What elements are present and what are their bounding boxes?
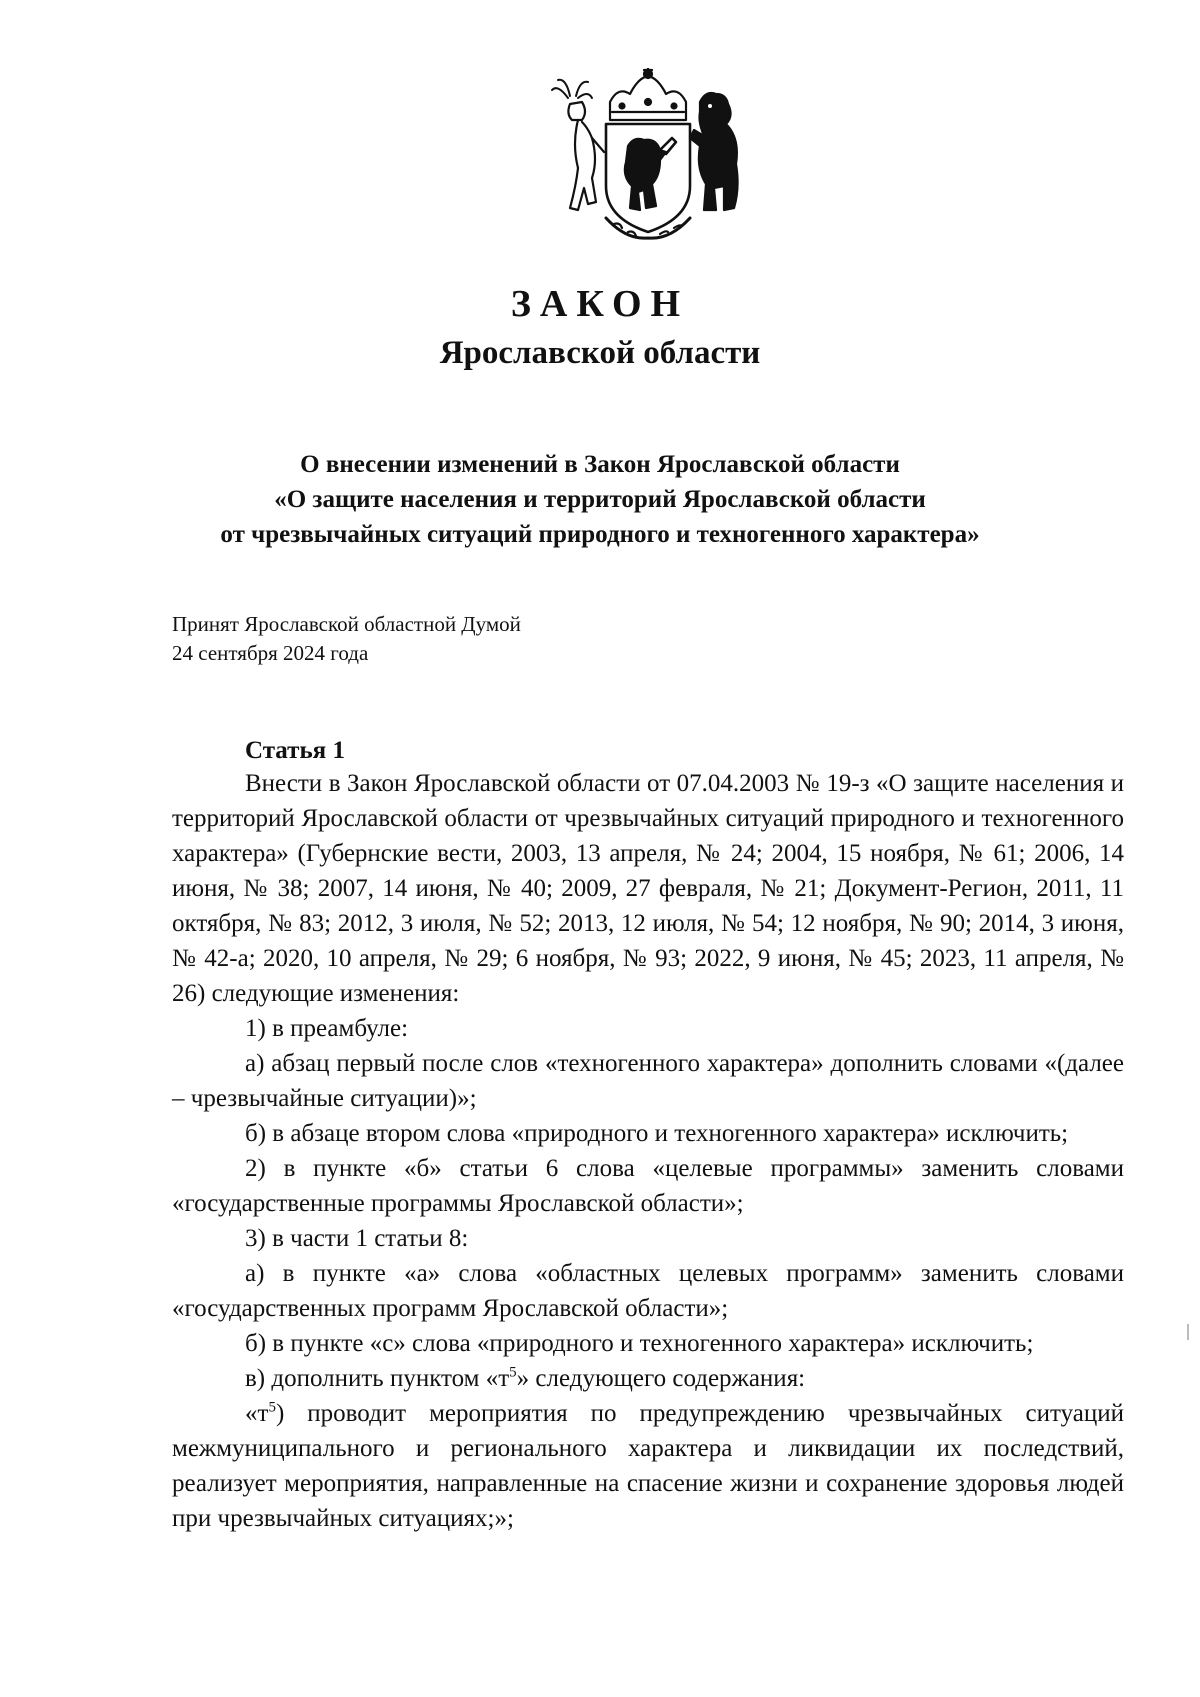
subject-line-2: «О защите населения и территорий Ярославской области xyxy=(274,486,926,513)
quote-text: ) проводит мероприятия по предупреждению чрезвычайных ситуаций межмуниципального и регионального характера и ликвидации их последствий, реализует мероприятия, направленные на спасение жизни и сохранение здоровья людей при чрезвычайных ситуациях;»; xyxy=(172,1400,1124,1532)
new-clause-quote xyxy=(172,1396,1124,1536)
document-region-title: Ярославской области xyxy=(439,335,761,371)
amendment-item-3b: б) в пункте «с» слова «природного и техногенного характера» исключить; xyxy=(245,1330,1034,1357)
yaroslavl-coat-of-arms-icon xyxy=(548,68,748,244)
amendment-item-2: 2) в пункте «б» статьи 6 слова «целевые программы» заменить словами «государственные программы Ярославской области»; xyxy=(172,1155,1124,1217)
item-3c-text-end: » следующего содержания: xyxy=(516,1365,806,1392)
law-subject-title xyxy=(0,447,1200,552)
subject-line-3: от чрезвычайных ситуаций природного и техногенного характера» xyxy=(220,521,980,548)
amendment-item-3: 3) в части 1 статьи 8: xyxy=(245,1225,469,1252)
amendment-item-3a: а) в пункте «а» слова «областных целевых программ» заменить словами «государственных программ Ярославской области»; xyxy=(172,1260,1124,1322)
article-1-heading: Статья 1 xyxy=(245,737,345,764)
scan-edge-mark xyxy=(1187,1324,1189,1340)
amendment-item-1: 1) в преамбуле: xyxy=(245,1015,409,1042)
article-1-intro: Внести в Закон Ярославской области от 07.04.2003 № 19-з «О защите населения и территорий Ярославской области от чрезвычайных ситуаций природного и техногенного характера» (Губернские вести, 2003, 13 апреля, № 24; 2004, 15 ноября, № 61; 2006, 14 июня, № 38; 2007, 14 июня, № 40; 2009, 27 февраля, № 21; Документ-Регион, 2011, 11 октября, № 83; 2012, 3 июля, № 52; 2013, 12 июля, № 54; 12 ноября, № 90; 2014, 3 июня, № 42-а; 2020, 10 апреля, № 29; 6 ноября, № 93; 2022, 9 июня, № 45; 2023, 11 апреля, № 26) следующие изменения: xyxy=(172,770,1124,1007)
amendment-item-3c xyxy=(172,1361,1124,1396)
amendment-item-1b: б) в абзаце втором слова «природного и техногенного характера» исключить; xyxy=(245,1120,1069,1147)
amendment-item-1a: а) абзац первый после слов «техногенного характера» дополнить словами «(далее – чрезвычайные ситуации)»; xyxy=(172,1050,1124,1112)
adoption-date: 24 сентября 2024 года xyxy=(172,641,369,665)
subject-line-1: О внесении изменений в Закон Ярославской области xyxy=(300,451,900,478)
quote-open: «т xyxy=(245,1400,269,1427)
quote-superscript: 5 xyxy=(268,1399,276,1416)
document-type-title: ЗАКОН xyxy=(510,283,690,325)
article-1-body xyxy=(172,766,1124,1536)
item-3c-text-start: в) дополнить пунктом «т xyxy=(245,1365,510,1392)
item-3c-superscript: 5 xyxy=(509,1364,517,1381)
adoption-note xyxy=(172,610,521,668)
adoption-body: Принят Ярославской областной Думой xyxy=(172,612,521,636)
